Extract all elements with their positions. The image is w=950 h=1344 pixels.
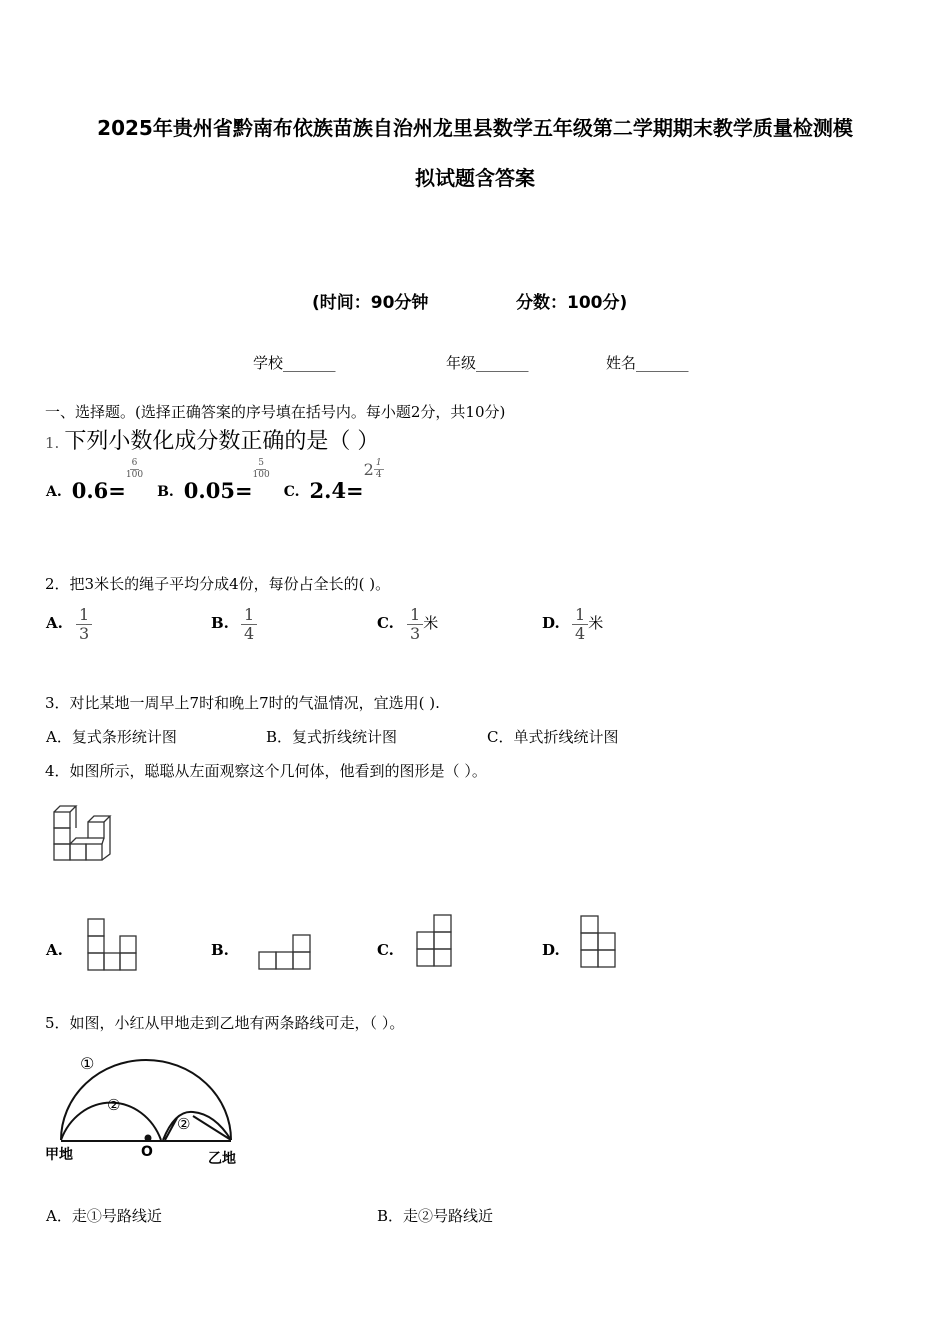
q3-option-a[interactable]: A．复式条形统计图: [46, 728, 177, 746]
option-label: C.: [283, 484, 300, 500]
q2-option-c[interactable]: [377, 606, 438, 642]
q2-option-a[interactable]: [46, 606, 92, 642]
q5-text: 5．如图，小红从甲地走到乙地有两条路线可走，（ ）。: [45, 1014, 405, 1032]
title-line-1: 2025年贵州省黔南布依族苗族自治州龙里县数学五年级第二学期期末教学质量检测模: [97, 116, 853, 140]
q4-option-d-figure: [579, 914, 619, 972]
option-expr: 0.05=: [183, 478, 253, 503]
exam-time: (时间：90分钟: [312, 293, 429, 313]
q4-text: 4．如图所示，聪聪从左面观察这个几何体，他看到的图形是（ ）。: [45, 762, 487, 780]
option-label: C.: [377, 614, 394, 633]
fraction: $\frac{1}{4}$: [572, 606, 588, 642]
q3-text: 3．对比某地一周早上7时和晚上7时的气温情况，宜选用( ).: [45, 694, 440, 712]
q1-option-a[interactable]: [46, 458, 143, 503]
option-label: B.: [157, 484, 174, 500]
option-label: D.: [542, 614, 560, 633]
option-label: A.: [46, 614, 63, 633]
school-field: 学校_______: [253, 354, 336, 372]
q1-text: 下列小数化成分数正确的是（ ）: [64, 429, 380, 454]
q5-option-a[interactable]: A．走①号路线近: [46, 1207, 162, 1225]
option-label: A.: [46, 484, 62, 500]
start-label: 甲地: [45, 1147, 73, 1163]
cube-solid-figure: [50, 800, 125, 865]
q1-option-c[interactable]: [284, 458, 384, 503]
q2-text: 2．把3米长的绳子平均分成4份，每份占全长的( )。: [45, 575, 391, 593]
option-label: B.: [211, 614, 229, 633]
fraction: $\frac{1}{3}$: [76, 606, 92, 642]
q3-option-b[interactable]: B．复式折线统计图: [266, 728, 398, 746]
route-2-label: ②: [107, 1096, 121, 1114]
q5-option-b[interactable]: B．走②号路线近: [377, 1207, 494, 1225]
q4-option-b[interactable]: B.: [211, 941, 229, 959]
option-expr: 0.6=: [71, 478, 126, 503]
center-label: O: [141, 1144, 153, 1160]
q4-option-a-figure: [86, 917, 141, 972]
q4-option-c[interactable]: C.: [377, 941, 394, 959]
q1-option-b[interactable]: [157, 458, 270, 503]
mixed-whole: 2: [363, 460, 374, 479]
name-field: 姓名_______: [606, 354, 689, 372]
route-2-arc-right: [163, 1112, 231, 1140]
q1-options: [46, 458, 384, 503]
question-1: [45, 424, 379, 455]
q4-option-c-figure: [415, 913, 455, 971]
route-1-label: ①: [80, 1054, 95, 1073]
q2-option-d[interactable]: [542, 606, 603, 642]
title-line-2: 拟试题含答案: [415, 166, 535, 190]
section-heading: 一、选择题。(选择正确答案的序号填在括号内。每小题2分，共10分): [45, 403, 506, 421]
grade-field: 年级_______: [446, 354, 529, 372]
fraction: $\frac{1}{3}$: [407, 606, 423, 642]
q3-option-c[interactable]: C．单式折线统计图: [487, 728, 619, 746]
q1-number: 1.: [45, 434, 60, 452]
q2-option-b[interactable]: [211, 606, 257, 642]
unit: 米: [423, 614, 439, 633]
route-2-label-right: ②: [177, 1115, 191, 1133]
exam-score: 分数：100分): [516, 293, 628, 313]
unit: 米: [588, 614, 604, 633]
option-expr: 2.4=: [309, 478, 364, 503]
fraction: $\frac{6}{100}$: [125, 458, 144, 480]
q4-option-a[interactable]: A.: [46, 941, 63, 959]
fraction: 1 4: [375, 458, 382, 480]
end-label: 乙地: [208, 1151, 236, 1167]
q4-option-b-figure: [257, 933, 315, 973]
q4-option-d[interactable]: D.: [542, 941, 560, 959]
fraction: $\frac{1}{4}$: [241, 606, 257, 642]
fraction: $\frac{5}{100}$: [252, 458, 270, 480]
